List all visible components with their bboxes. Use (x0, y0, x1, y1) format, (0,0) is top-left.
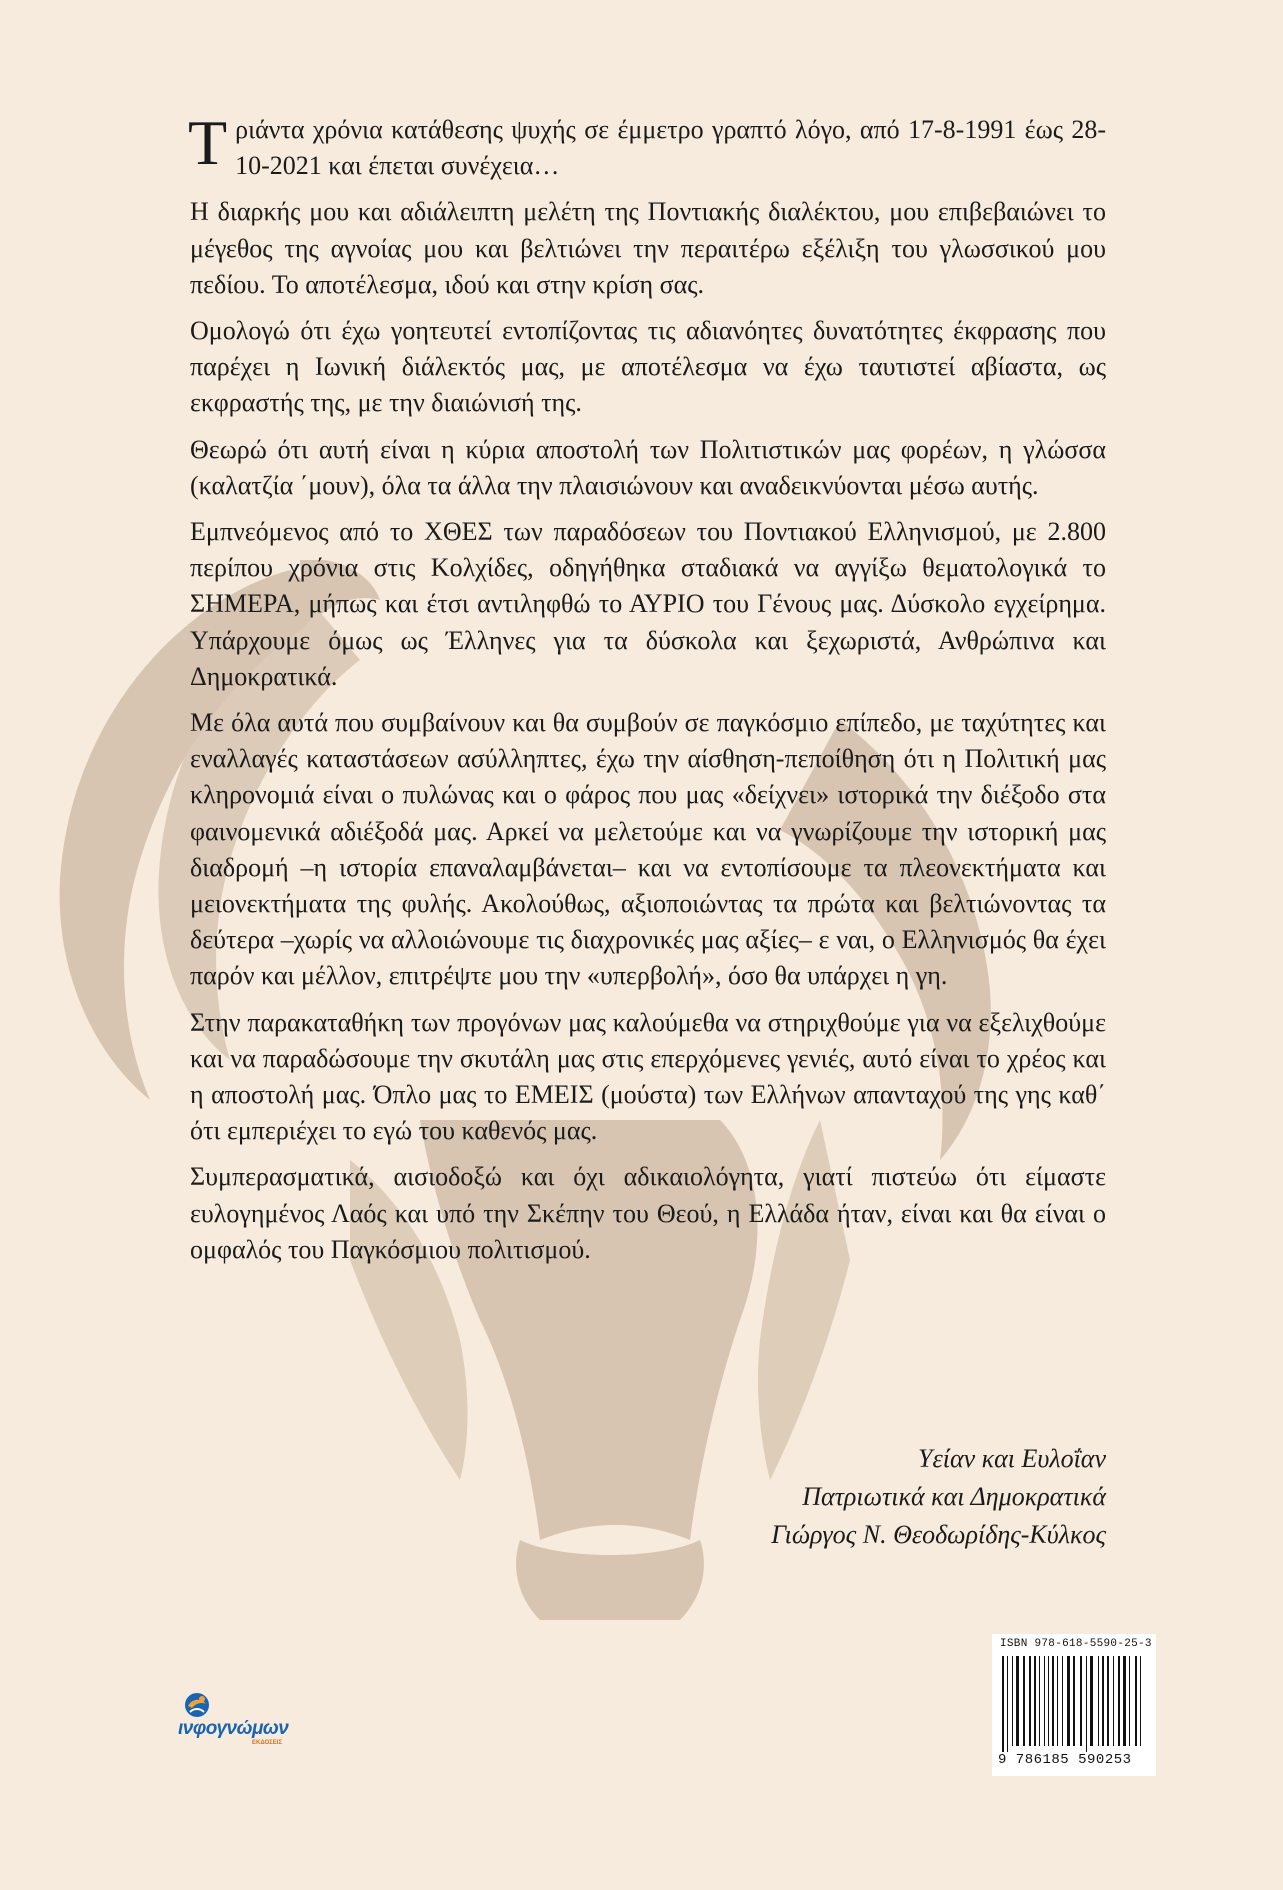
paragraph-1-text: ριάντα χρόνια κατάθεσης ψυχής σε έμμετρο γραπτό λόγο, από 17-8-1991 έως 28-10-2021 και έπεται συνέχεια… (235, 115, 1106, 181)
barcode-bar (1113, 1656, 1114, 1746)
barcode-bar (1090, 1656, 1093, 1746)
barcode-bar (1012, 1656, 1013, 1746)
barcode-bar (1098, 1656, 1099, 1746)
paragraph-5: Εμπνεόμενος από το ΧΘΕΣ των παραδόσεων του Ποντιακού Ελληνισμού, με 2.800 περίπου χρόνια στις Κολχίδες, οδηγήθηκα σταδιακά να αγγίξω θεματολογικά το ΣΗΜΕΡΑ, μήπως και έτσι αντιληφθώ το ΑΥΡΙΟ του Γένους μας. Δύσκολο εγχείρημα. Υπάρχουμε όμως ως Έλληνες για τα δύσκολα και ξεχωριστά, Ανθρώπινα και Δημοκρατικά. (190, 517, 1106, 691)
paragraph-4: Θεωρώ ότι αυτή είναι η κύρια αποστολή των Πολιτιστικών μας φορέων, η γλώσσα (καλατζία ΄μουν), όλα τα άλλα την πλαισιώνουν και αναδεικνύονται μέσω αυτής. (190, 434, 1106, 500)
signature-greeting: Υείαν και Ευλοΐαν (918, 1444, 1106, 1473)
paragraph-1 (188, 107, 1106, 184)
publisher-name: ινφογνώμων (178, 1718, 289, 1739)
paragraph-6: Με όλα αυτά που συμβαίνουν και θα συμβούν σε παγκόσμιο επίπεδο, με ταχύτητες και εναλλαγές καταστάσεων ασύλληπτες, έχω την αίσθηση-πεποίθηση ότι η Πολιτική μας κληρονομιά είναι ο πυλώνας και ο φάρος που μας «δείχνει» ιστορικά την διέξοδο στα φαινομενικά αδιέξοδά μας. Αρκεί να μελετούμε και να γνωρίζουμε την ιστορική μας διαδρομή –η ιστορία επαναλαμβάνεται– και να εντοπίσουμε τα πλεονεκτήματα και μειονεκτήματα της φυλής. Ακολούθως, αξιοποιώντας τα πρώτα και βελτιώνοντας τα δεύτερα –χωρίς να αλλοιώνουμε τις διαχρονικές μας αξίες– ε ναι, ο Ελληνισμός θα έχει παρόν και μέλλον, επιτρέψτε μου την «υπερβολή», όσο θα υπάρχει η γη. (190, 708, 1106, 991)
paragraph-3: Ομολογώ ότι έχω γοητευτεί εντοπίζοντας τις αδιανόητες δυνατότητες έκφρασης που παρέχει η Ιωνική διάλεκτός μας, με αποτέλεσμα να έχω ταυτιστεί αβίαστα, ως εκφραστής της, με την διαιώνισή της. (190, 316, 1106, 418)
barcode-bar (1140, 1656, 1141, 1746)
barcode-bar (1118, 1656, 1120, 1746)
publisher-logo (178, 1690, 298, 1748)
signature-closing: Πατριωτικά και Δημοκρατικά (802, 1482, 1106, 1511)
barcode-bar (1002, 1656, 1004, 1752)
barcode-bar (1067, 1656, 1070, 1746)
paragraph-2: Η διαρκής μου και αδιάλειπτη μελέτη της Ποντιακής διαλέκτου, μου επιβεβαιώνει το μέγεθος της αγνοίας μου και βελτιώνει την περαιτέρω εξέλιξη του γλωσσικού μου πεδίου. Το αποτέλεσμα, ιδού και στην κρίση σας. (190, 197, 1106, 299)
barcode-bar (1023, 1656, 1025, 1746)
barcode-bar (1007, 1656, 1008, 1752)
back-cover-text (188, 107, 1106, 1278)
barcode-bar (1016, 1656, 1019, 1746)
isbn-label: ISBN 978-618-5590-25-3 (1000, 1638, 1152, 1650)
barcode-bar (1034, 1656, 1036, 1746)
barcode-bar (1029, 1656, 1031, 1746)
barcode-bar (1052, 1656, 1054, 1746)
barcode-digits: 9 786185 590253 (998, 1752, 1132, 1768)
barcode-bar (1039, 1656, 1040, 1746)
isbn-barcode (992, 1634, 1156, 1776)
publisher-subtitle: ΕΚΔΟΣΕΙΣ (252, 1740, 283, 1746)
barcode-bar (1062, 1656, 1063, 1746)
barcode-bars (1000, 1656, 1148, 1752)
barcode-bar (1135, 1656, 1137, 1746)
barcode-bar (1080, 1656, 1082, 1746)
barcode-bar (1044, 1656, 1045, 1746)
drop-cap: Τ (188, 107, 228, 178)
barcode-bar (1048, 1656, 1049, 1746)
author-name: Γιώργος Ν. Θεοδωρίδης-Κύλκος (771, 1520, 1106, 1549)
publisher-logo-icon (182, 1690, 212, 1720)
barcode-bar (1057, 1656, 1058, 1746)
barcode-bar (1129, 1656, 1130, 1746)
barcode-bar (1102, 1656, 1104, 1746)
author-signature (771, 1440, 1106, 1554)
barcode-bar (1086, 1656, 1087, 1752)
barcode-bar (1073, 1656, 1075, 1746)
barcode-bar (1123, 1656, 1126, 1746)
paragraph-7: Στην παρακαταθήκη των προγόνων μας καλούμεθα να στηριχθούμε για να εξελιχθούμε και να παραδώσουμε την σκυτάλη μας στις επερχόμενες γενιές, αυτό είναι το χρέος και η αποστολή μας. Όπλο μας το ΕΜΕΙΣ (μούστα) των Ελλήνων απανταχού της γης καθ΄ ότι εμπεριέχει το εγώ του καθενός μας. (190, 1007, 1106, 1146)
paragraph-8: Συμπερασματικά, αισιοδοξώ και όχι αδικαιολόγητα, γιατί πιστεύω ότι είμαστε ευλογημένος Λαός και υπό την Σκέπην του Θεού, η Ελλάδα ήταν, είναι και θα είναι ο ομφαλός του Παγκόσμιου πολιτισμού. (190, 1162, 1106, 1264)
barcode-bar (1107, 1656, 1109, 1746)
